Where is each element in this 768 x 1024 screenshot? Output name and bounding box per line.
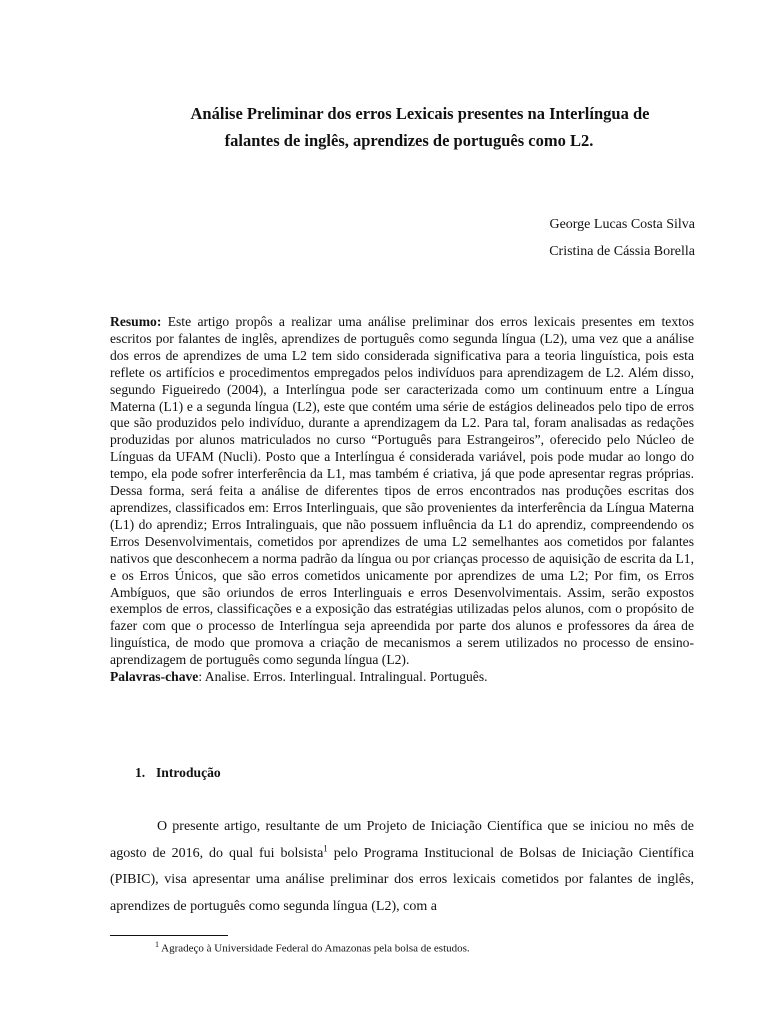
paper-title xyxy=(150,100,690,154)
abstract-paragraph xyxy=(110,314,694,669)
abstract-label: Resumo: xyxy=(110,314,162,329)
abstract-block xyxy=(110,314,694,686)
author-name: Cristina de Cássia Borella xyxy=(549,244,695,259)
footnote-mark: 1 xyxy=(155,940,159,949)
section-title: Introdução xyxy=(156,765,221,780)
keywords-text: : Analise. Erros. Interlingual. Intralingual. Português. xyxy=(198,669,488,685)
footnote-reference[interactable]: 1 xyxy=(323,843,328,854)
keywords-line xyxy=(110,669,694,686)
intro-paragraph xyxy=(110,814,694,921)
keywords-label: Palavras-chave xyxy=(110,669,199,685)
title-line-2: falantes de inglês, aprendizes de português como L2. xyxy=(224,131,594,150)
footnote-divider xyxy=(110,935,228,936)
author-list xyxy=(549,211,695,265)
section-number: 1. xyxy=(135,765,146,780)
author-name: George Lucas Costa Silva xyxy=(549,217,695,232)
footnote-text: Agradeço à Universidade Federal do Amazonas pela bolsa de estudos. xyxy=(159,942,470,955)
intro-paragraph-block xyxy=(110,814,694,921)
title-line-1: Análise Preliminar dos erros Lexicais presentes na Interlíngua de xyxy=(190,104,650,123)
intro-text-part-2: pelo Programa Institucional de Bolsas de Iniciação Científica (PIBIC), visa apresentar uma análise preliminar dos erros lexicais cometidos por falantes de inglês, aprendizes de português como segunda língua (L2), com a xyxy=(110,845,694,915)
abstract-text: Este artigo propôs a realizar uma análise preliminar dos erros lexicais presentes em textos escritos por falantes de inglês, aprendizes de português como segunda língua (L2), uma vez que a análise dos erros de aprendizes de uma L2 tem sido considerada significativa para a teoria linguística, pois esta reflete os artifícios e procedimentos empregados pelos indivíduos para aprendizagem de L2. Além disso, segundo Figueiredo (2004), a Interlíngua pode ser caracterizada como um continuum entre a Língua Materna (L1) e a segunda língua (L2), este que contém uma série de estágios delineados pelo tipo de erros que são produzidos pelo indivíduo, durante a aprendizagem da L2. Para tal, foram analisadas as redações produzidas por alunos matriculados no curso “Português para Estrangeiros”, oferecido pelo Núcleo de Línguas da UFAM (Nucli). Posto que a Interlíngua é considerada variável, pois pode mudar ao longo do tempo, ela pode sofrer interferência da L1, mas também é criativa, já que pode apresentar regras próprias. Dessa forma, será feita a análise de diferentes tipos de erros encontrados nas produções escritas dos aprendizes, classificados em: Erros Interlinguais, que são provenientes da interferência da Língua Materna (L1) do aprendiz; Erros Intralinguais, que não possuem influência da L1 do aprendiz, compreendendo os Erros Desenvolvimentais, cometidos por aprendizes de uma L2 semelhantes aos cometidos por falantes nativos que desconhecem a norma padrão da língua ou por crianças processo de aquisição de escrita da L1, e os Erros Únicos, que são erros cometidos unicamente por aprendizes de uma L2; Por fim, os Erros Ambíguos, que são oriundos de erros Interlinguais e erros Desenvolvimentais. Assim, serão expostos exemplos de erros, classificações e a exposição das estratégias utilizadas pelos alunos, com o propósito de fazer com que o processo de Interlíngua seja apreendida por parte dos alunos e professores da área de linguística, de modo que promova a criação de mecanismos a serem utilizados no processo de ensino-aprendizagem de português como segunda língua (L2). xyxy=(110,314,694,668)
section-heading xyxy=(135,765,221,781)
intro-text-part-1: O presente artigo, resultante de um Projeto de Iniciação Científica que se iniciou no mês de agosto de 2016, do qual fui bolsista xyxy=(110,819,694,861)
footnote xyxy=(155,940,470,955)
